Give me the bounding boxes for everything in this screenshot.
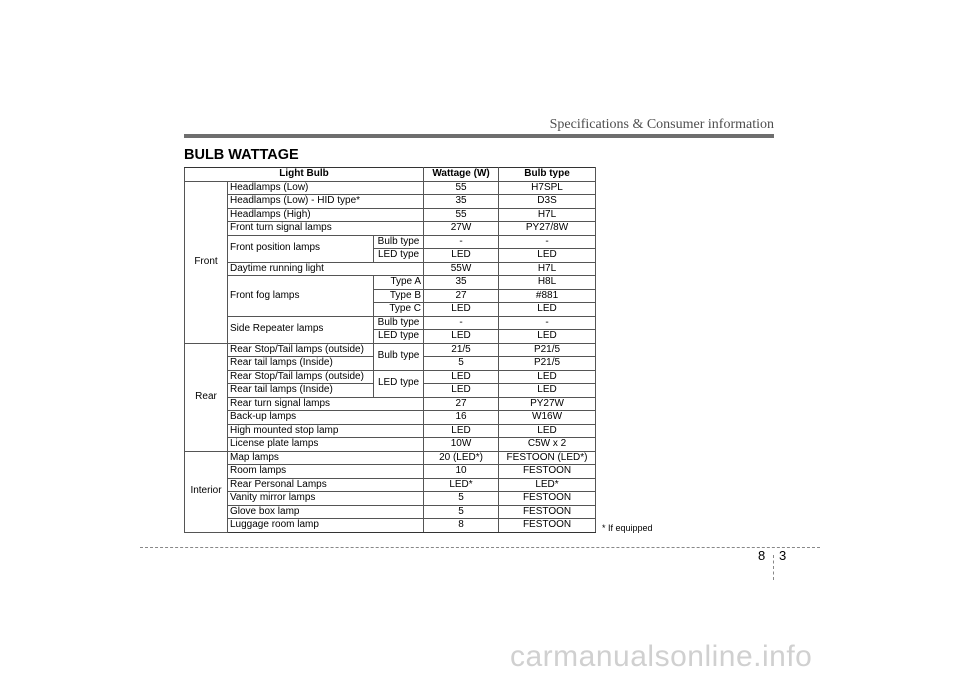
bulb-type: H7L (499, 262, 596, 276)
bulb-type: #881 (499, 289, 596, 303)
bulb-subtype: Type C (374, 303, 424, 317)
bulb-wattage: 5 (424, 492, 499, 506)
table-header-row (185, 168, 596, 182)
bulb-name: High mounted stop lamp (228, 424, 424, 438)
bulb-subtype: LED type (374, 249, 424, 263)
bulb-name: Map lamps (228, 451, 424, 465)
watermark: carmanualsonline.info (510, 640, 813, 673)
table-row (185, 316, 596, 330)
bulb-wattage: 35 (424, 276, 499, 290)
bulb-name: Side Repeater lamps (228, 316, 374, 343)
bulb-type: W16W (499, 411, 596, 425)
table-row (185, 411, 596, 425)
bulb-type: FESTOON (499, 505, 596, 519)
footnote: * If equipped (602, 523, 653, 533)
col-header-wattage: Wattage (W) (424, 168, 499, 182)
bulb-name: Headlamps (Low) (228, 181, 424, 195)
bulb-name: Front position lamps (228, 235, 374, 262)
bulb-name: Rear Stop/Tail lamps (outside) (228, 343, 374, 357)
bulb-wattage: LED (424, 370, 499, 384)
table-row (185, 519, 596, 533)
bulb-type: PY27W (499, 397, 596, 411)
table-row (185, 235, 596, 249)
bulb-subtype: LED type (374, 330, 424, 344)
bulb-wattage: - (424, 235, 499, 249)
bulb-wattage: 10 (424, 465, 499, 479)
group-rear: Rear (185, 343, 228, 451)
bulb-wattage: LED (424, 303, 499, 317)
section-title: BULB WATTAGE (184, 147, 299, 163)
bulb-wattage: LED (424, 249, 499, 263)
table-row (185, 208, 596, 222)
col-header-light-bulb: Light Bulb (185, 168, 424, 182)
bulb-wattage-table (184, 167, 596, 533)
page-number: 3 (779, 548, 787, 563)
bulb-wattage: 10W (424, 438, 499, 452)
bulb-type: FESTOON (499, 465, 596, 479)
bulb-type: H7L (499, 208, 596, 222)
table-row (185, 492, 596, 506)
table-row (185, 262, 596, 276)
table-row (185, 195, 596, 209)
bulb-type: H8L (499, 276, 596, 290)
bulb-name: Rear tail lamps (Inside) (228, 357, 374, 371)
bulb-type: LED* (499, 478, 596, 492)
bulb-wattage: LED (424, 424, 499, 438)
bulb-wattage: 27 (424, 397, 499, 411)
table-row (185, 505, 596, 519)
bulb-wattage: 5 (424, 357, 499, 371)
bulb-type: LED (499, 384, 596, 398)
table-row (185, 451, 596, 465)
bulb-wattage: 55W (424, 262, 499, 276)
bulb-name: Rear Stop/Tail lamps (outside) (228, 370, 374, 384)
table-row (185, 276, 596, 290)
bulb-wattage: 55 (424, 208, 499, 222)
bulb-type: LED (499, 249, 596, 263)
table-row (185, 343, 596, 357)
bulb-name: Luggage room lamp (228, 519, 424, 533)
bulb-subtype: Bulb type (374, 343, 424, 370)
bulb-subtype: Type A (374, 276, 424, 290)
page-header-title: Specifications & Consumer information (549, 117, 774, 132)
bulb-type: FESTOON (LED*) (499, 451, 596, 465)
bulb-type: FESTOON (499, 492, 596, 506)
group-interior: Interior (185, 451, 228, 532)
bulb-type: LED (499, 330, 596, 344)
bulb-wattage: 8 (424, 519, 499, 533)
bulb-name: Headlamps (High) (228, 208, 424, 222)
bulb-type: C5W x 2 (499, 438, 596, 452)
bulb-type: D3S (499, 195, 596, 209)
bulb-type: P21/5 (499, 343, 596, 357)
bulb-wattage: 5 (424, 505, 499, 519)
bulb-subtype: Type B (374, 289, 424, 303)
bulb-name: Front turn signal lamps (228, 222, 424, 236)
footer-dashed-rule (140, 547, 820, 548)
bulb-name: Rear Personal Lamps (228, 478, 424, 492)
table-row (185, 438, 596, 452)
bulb-wattage: LED* (424, 478, 499, 492)
bulb-name: License plate lamps (228, 438, 424, 452)
bulb-subtype: LED type (374, 370, 424, 397)
bulb-wattage: LED (424, 330, 499, 344)
bulb-subtype: Bulb type (374, 235, 424, 249)
bulb-type: - (499, 316, 596, 330)
bulb-type: LED (499, 424, 596, 438)
col-header-bulb-type: Bulb type (499, 168, 596, 182)
bulb-wattage: 20 (LED*) (424, 451, 499, 465)
bulb-type: LED (499, 303, 596, 317)
table-row (185, 478, 596, 492)
bulb-wattage: 55 (424, 181, 499, 195)
bulb-name: Glove box lamp (228, 505, 424, 519)
bulb-name: Rear tail lamps (Inside) (228, 384, 374, 398)
bulb-wattage: - (424, 316, 499, 330)
header-rule (184, 134, 774, 138)
table-row (185, 424, 596, 438)
group-front: Front (185, 181, 228, 343)
bulb-wattage: 27 (424, 289, 499, 303)
page-number-divider (773, 555, 774, 580)
bulb-name: Headlamps (Low) - HID type* (228, 195, 424, 209)
bulb-wattage: LED (424, 384, 499, 398)
bulb-type: H7SPL (499, 181, 596, 195)
bulb-type: PY27/8W (499, 222, 596, 236)
bulb-type: FESTOON (499, 519, 596, 533)
page-chapter-number: 8 (758, 548, 766, 563)
bulb-name: Back-up lamps (228, 411, 424, 425)
bulb-type: - (499, 235, 596, 249)
bulb-name: Rear turn signal lamps (228, 397, 424, 411)
bulb-name: Vanity mirror lamps (228, 492, 424, 506)
bulb-name: Front fog lamps (228, 276, 374, 317)
bulb-name: Room lamps (228, 465, 424, 479)
table-row (185, 370, 596, 384)
bulb-subtype: Bulb type (374, 316, 424, 330)
bulb-wattage: 16 (424, 411, 499, 425)
bulb-type: P21/5 (499, 357, 596, 371)
table-row (185, 222, 596, 236)
bulb-name: Daytime running light (228, 262, 424, 276)
bulb-wattage: 27W (424, 222, 499, 236)
table-row (185, 397, 596, 411)
bulb-type: LED (499, 370, 596, 384)
bulb-wattage: 35 (424, 195, 499, 209)
table-row (185, 181, 596, 195)
table-row (185, 465, 596, 479)
bulb-wattage: 21/5 (424, 343, 499, 357)
